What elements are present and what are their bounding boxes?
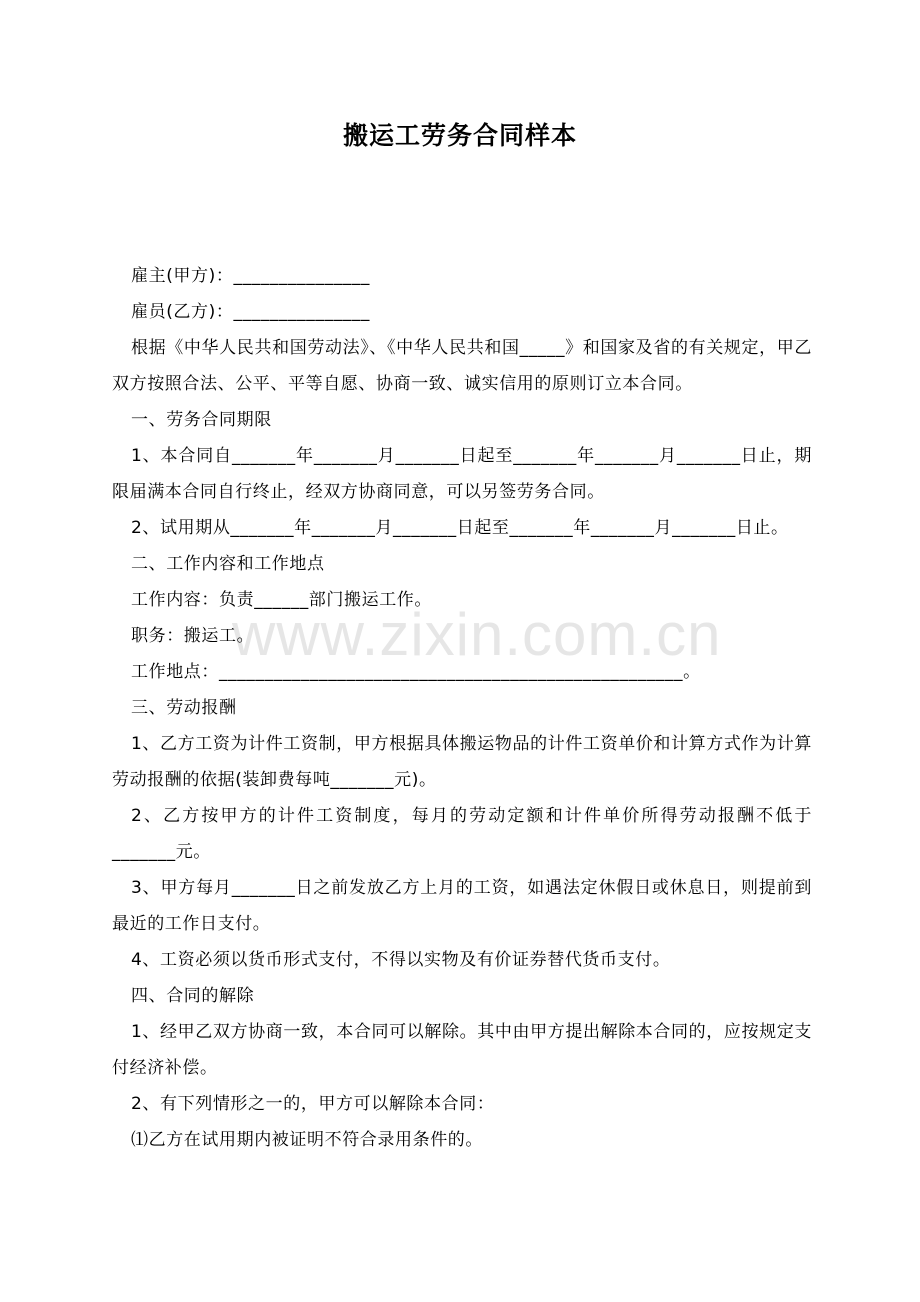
clause-paragraph: 1、本合同自_______年_______月_______日起至_______年_______月_______日止，期限届满本合同自行终止，经双方协商同意，可以另签劳务合同。 (112, 446, 812, 502)
watermark-text: www.zixin.com.cn (232, 601, 722, 668)
clause-paragraph: 4、工资必须以货币形式支付，不得以实物及有价证券替代货币支付。 (131, 950, 671, 970)
preamble-paragraph: 根据《中华人民共和国劳动法》、《中华人民共和国_____》和国家及省的有关规定，甲乙双方按照合法、公平、平等自愿、协商一致、诚实信用的原则订立本合同。 (112, 338, 812, 394)
clause-paragraph: 工作内容：负责______部门搬运工作。 (131, 590, 432, 610)
clause-paragraph: 1、经甲乙双方协商一致，本合同可以解除。其中由甲方提出解除本合同的，应按规定支付经济补偿。 (112, 1022, 812, 1078)
contract-body (112, 258, 812, 1158)
document-title: 搬运工劳务合同样本 (342, 121, 577, 150)
section-heading: 二、工作内容和工作地点 (131, 554, 325, 574)
employee-line: 雇员(乙方)：_______________ (131, 302, 370, 322)
clause-paragraph: 1、乙方工资为计件工资制，甲方根据具体搬运物品的计件工资单价和计算方式作为计算劳动报酬的依据(装卸费每吨_______元)。 (112, 734, 812, 790)
employer-line: 雇主(甲方)：_______________ (131, 266, 370, 286)
clause-paragraph: 2、试用期从_______年_______月_______日起至_______年_______月_______日止。 (131, 518, 789, 538)
section-heading: 四、合同的解除 (131, 986, 255, 1006)
clause-paragraph: 职务：搬运工。 (131, 626, 255, 646)
section-heading: 三、劳动报酬 (131, 698, 237, 718)
section-heading: 一、劳务合同期限 (131, 410, 272, 430)
clause-paragraph: 工作地点：___________________________________________________。 (131, 662, 701, 682)
clause-paragraph: ⑴乙方在试用期内被证明不符合录用条件的。 (131, 1130, 483, 1150)
clause-paragraph: 3、甲方每月_______日之前发放乙方上月的工资，如遇法定休假日或休息日，则提前到最近的工作日支付。 (112, 878, 812, 934)
clause-paragraph: 2、乙方按甲方的计件工资制度，每月的劳动定额和计件单价所得劳动报酬不低于_______元。 (112, 806, 812, 862)
clause-paragraph: 2、有下列情形之一的，甲方可以解除本合同： (131, 1094, 495, 1114)
